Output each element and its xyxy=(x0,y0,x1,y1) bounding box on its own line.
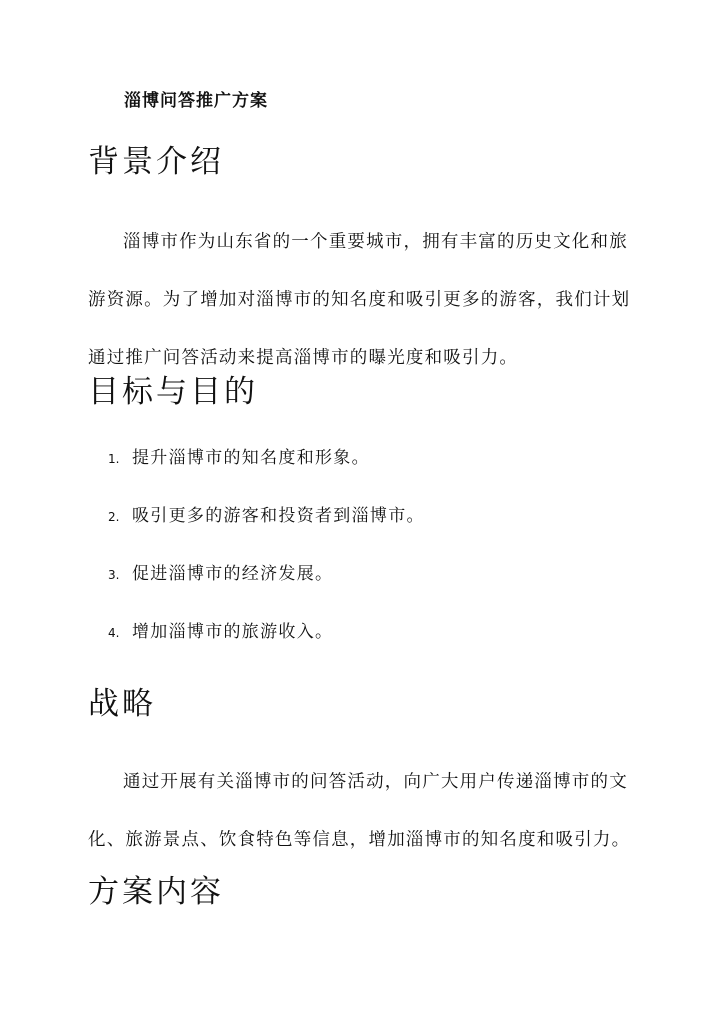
paragraph-line: 淄博市作为山东省的一个重要城市，拥有丰富的历史文化和旅 xyxy=(123,232,628,252)
goals-list xyxy=(108,443,425,675)
list-text: 促进淄博市的经济发展。 xyxy=(132,564,334,584)
paragraph-line: 游资源。为了增加对淄博市的知名度和吸引更多的游客，我们计划 xyxy=(88,290,631,310)
background-paragraph xyxy=(88,213,636,387)
list-text: 增加淄博市的旅游收入。 xyxy=(132,622,334,642)
list-number: 3. xyxy=(108,568,120,582)
list-number: 1. xyxy=(108,452,120,466)
list-item xyxy=(108,443,425,501)
list-text: 提升淄博市的知名度和形象。 xyxy=(132,448,370,468)
paragraph-line: 化、旅游景点、饮食特色等信息，增加淄博市的知名度和吸引力。 xyxy=(88,830,631,850)
strategy-paragraph xyxy=(88,753,636,869)
section-heading-strategy: 战略 xyxy=(88,686,156,722)
list-number: 2. xyxy=(108,510,120,524)
paragraph-line: 通过推广问答活动来提高淄博市的曝光度和吸引力。 xyxy=(88,348,519,368)
list-text: 吸引更多的游客和投资者到淄博市。 xyxy=(132,506,425,526)
list-item xyxy=(108,617,425,675)
document-title: 淄博问答推广方案 xyxy=(124,91,268,111)
list-item xyxy=(108,559,425,617)
paragraph-line: 通过开展有关淄博市的问答活动，向广大用户传递淄博市的文 xyxy=(123,772,628,792)
section-heading-plan-content: 方案内容 xyxy=(88,874,224,910)
section-heading-background: 背景介绍 xyxy=(88,144,224,180)
section-heading-goals: 目标与目的 xyxy=(88,374,258,410)
list-number: 4. xyxy=(108,626,120,640)
list-item xyxy=(108,501,425,559)
